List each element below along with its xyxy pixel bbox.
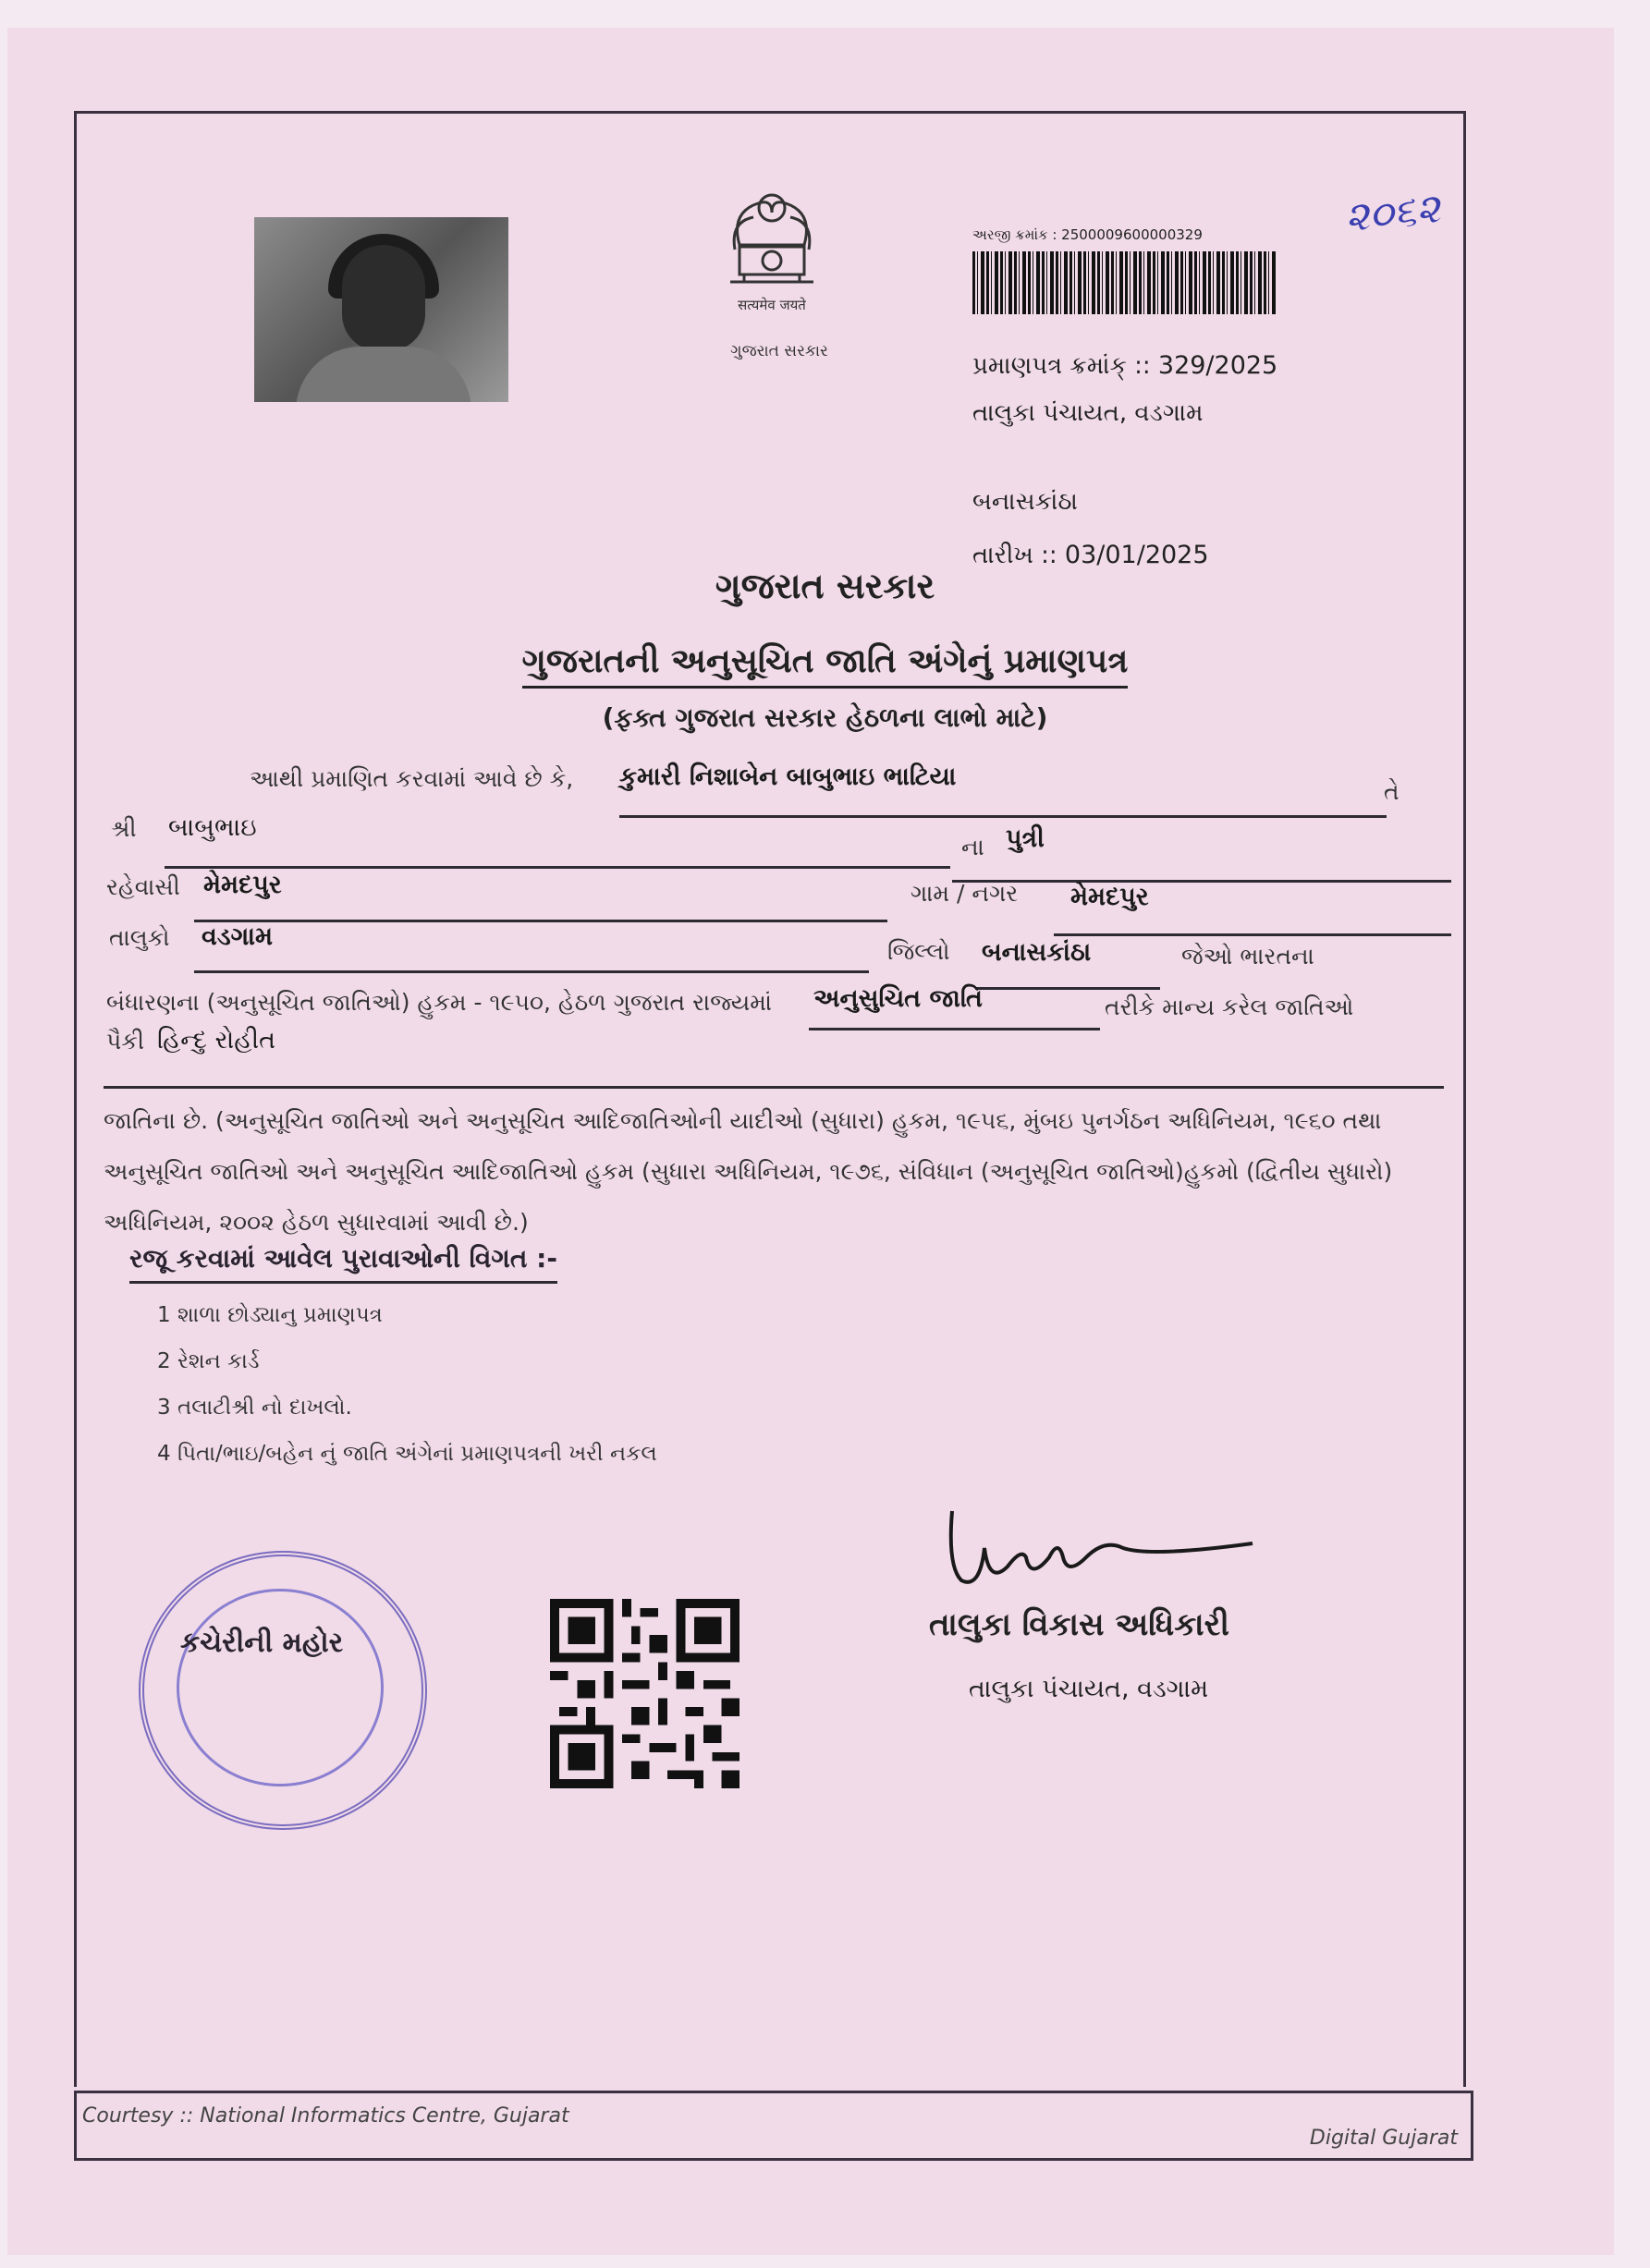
father-underline (165, 866, 950, 869)
application-number: અરજી ક્રમાંક : 2500009600000329 (972, 226, 1203, 243)
emblem-caption: ગુજરાત સરકાર (730, 342, 828, 360)
national-emblem-icon (703, 180, 841, 360)
taluka-value: વડગામ (202, 922, 274, 951)
certificate-title: ગુજરાતની અનુસૂચિત જાતિ અંગેનું પ્રમાણપત્ર (0, 642, 1650, 681)
caste-value: હિન્દુ રોહીત (157, 1026, 276, 1055)
relation: પુત્રી (1006, 824, 1045, 853)
shri-label: શ્રી (111, 815, 137, 842)
office-seal (139, 1551, 427, 1830)
caste-prefix: પૈકી (106, 1028, 145, 1055)
taluka-label: તાલુકો (109, 924, 170, 951)
order-text: બંધારણના (અનુસૂચિત જાતિઓ) હુકમ - ૧૯૫૦, હેઠળ ગુજરાત રાજ્યમાં (106, 989, 772, 1016)
footer (74, 2091, 1473, 2161)
header-district: બનાસકાંઠા (972, 488, 1078, 516)
name-underline (619, 815, 1387, 818)
header-office: તાલુકા પંચાયત, વડગામ (972, 399, 1204, 427)
intro-text: આથી પ્રમાણિત કરવામાં આવે છે કે, (250, 765, 574, 792)
taluka-underline (194, 970, 869, 973)
district-underline (975, 987, 1160, 990)
recognized-text: તરીકે માન્ય કરેલ જાતિઓ (1105, 994, 1354, 1020)
footer-courtesy: Courtesy :: National Informatics Centre, Gujarat (82, 2104, 569, 2128)
certificate-date: તારીખ :: 03/01/2025 (972, 541, 1209, 569)
village-value: મેમદપુર (1070, 883, 1149, 911)
evidence-item: 4 પિતા/ભાઇ/બહેન નું જાતિ અંગેનાં પ્રમાણપત્રની ખરી નકલ (157, 1442, 657, 1466)
legal-line-2: અનુસૂચિત જાતિઓ અને અનુસૂચિત આદિજાતિઓ હુકમ (સુધારા અધિનિયમ, ૧૯૭૬, સંવિધાન (અનુસૂચિત જાતિઓ)હુકમો (દ્વિતીય સુધારો) (104, 1158, 1393, 1185)
resident-underline (194, 920, 887, 922)
category-value: અનુસુચિત જાતિ (813, 984, 983, 1013)
bharat-label: જેઓ ભારતના (1181, 943, 1314, 969)
evidence-item: 2 રેશન કાર્ડ (157, 1349, 260, 1373)
district-label: જિલ્લો (887, 938, 950, 965)
certificate-subtitle: (ફક્ત ગુજરાત સરકાર હેઠળના લાભો માટે) (602, 702, 1048, 733)
village-underline (1054, 933, 1451, 936)
village-label: ગામ / નગર (911, 880, 1019, 907)
te-label: તે (1384, 778, 1399, 805)
officer-title: તાલુકા વિકાસ અધિકારી (929, 1606, 1229, 1643)
caste-underline (104, 1086, 1444, 1089)
evidence-item: 1 શાળા છોડ્યાનુ પ્રમાણપત્ર (157, 1303, 383, 1327)
applicant-name: કુમારી નિશાબેન બાબુભાઇ ભાટિયા (619, 762, 957, 791)
officer-office: તાલુકા પંચાયત, વડગામ (969, 1675, 1209, 1703)
barcode (972, 251, 1277, 314)
resident-label: રહેવાસી (106, 873, 180, 900)
relation-underline (952, 880, 1451, 883)
svg-text:सत्यमेव जयते: सत्यमेव जयते (738, 297, 806, 313)
handwritten-number: ૨૦૬૨ (1342, 184, 1443, 242)
district-value: બનાસકાંઠા (982, 938, 1092, 967)
seal-label: કચેરીની મહોર (180, 1627, 344, 1659)
evidence-item: 3 તલાટીશ્રી નો દાખલો. (157, 1396, 352, 1420)
na-label: ના (961, 834, 984, 860)
legal-line-3: અધિનિયમ, ૨૦૦૨ હેઠળ સુધારવામાં આવી છે.) (104, 1209, 529, 1236)
father-name: બાબુભાઇ (168, 813, 257, 842)
legal-line-1: જાતિના છે. (અનુસૂચિત જાતિઓ અને અનુસૂચિત આદિજાતિઓની યાદીઓ (સુધારા) હુકમ, ૧૯૫૬, મુંબઇ પુનર્ગઠન અધિનિયમ, ૧૯૬૦ તથા (104, 1107, 1382, 1134)
government-title: ગુજરાત સરકાર (715, 566, 935, 606)
officer-signature (943, 1502, 1257, 1613)
evidence-title: રજૂ કરવામાં આવેલ પુરાવાઓની વિગત :- (129, 1243, 557, 1274)
resident-value: મેમદપુર (203, 871, 282, 899)
footer-brand: Digital Gujarat (1309, 2127, 1458, 2150)
applicant-photo (254, 217, 508, 402)
qr-code (550, 1599, 739, 1788)
category-underline (809, 1028, 1100, 1030)
certificate-number: પ્રમાણપત્ર ક્રમાંક્ :: 329/2025 (972, 351, 1278, 380)
